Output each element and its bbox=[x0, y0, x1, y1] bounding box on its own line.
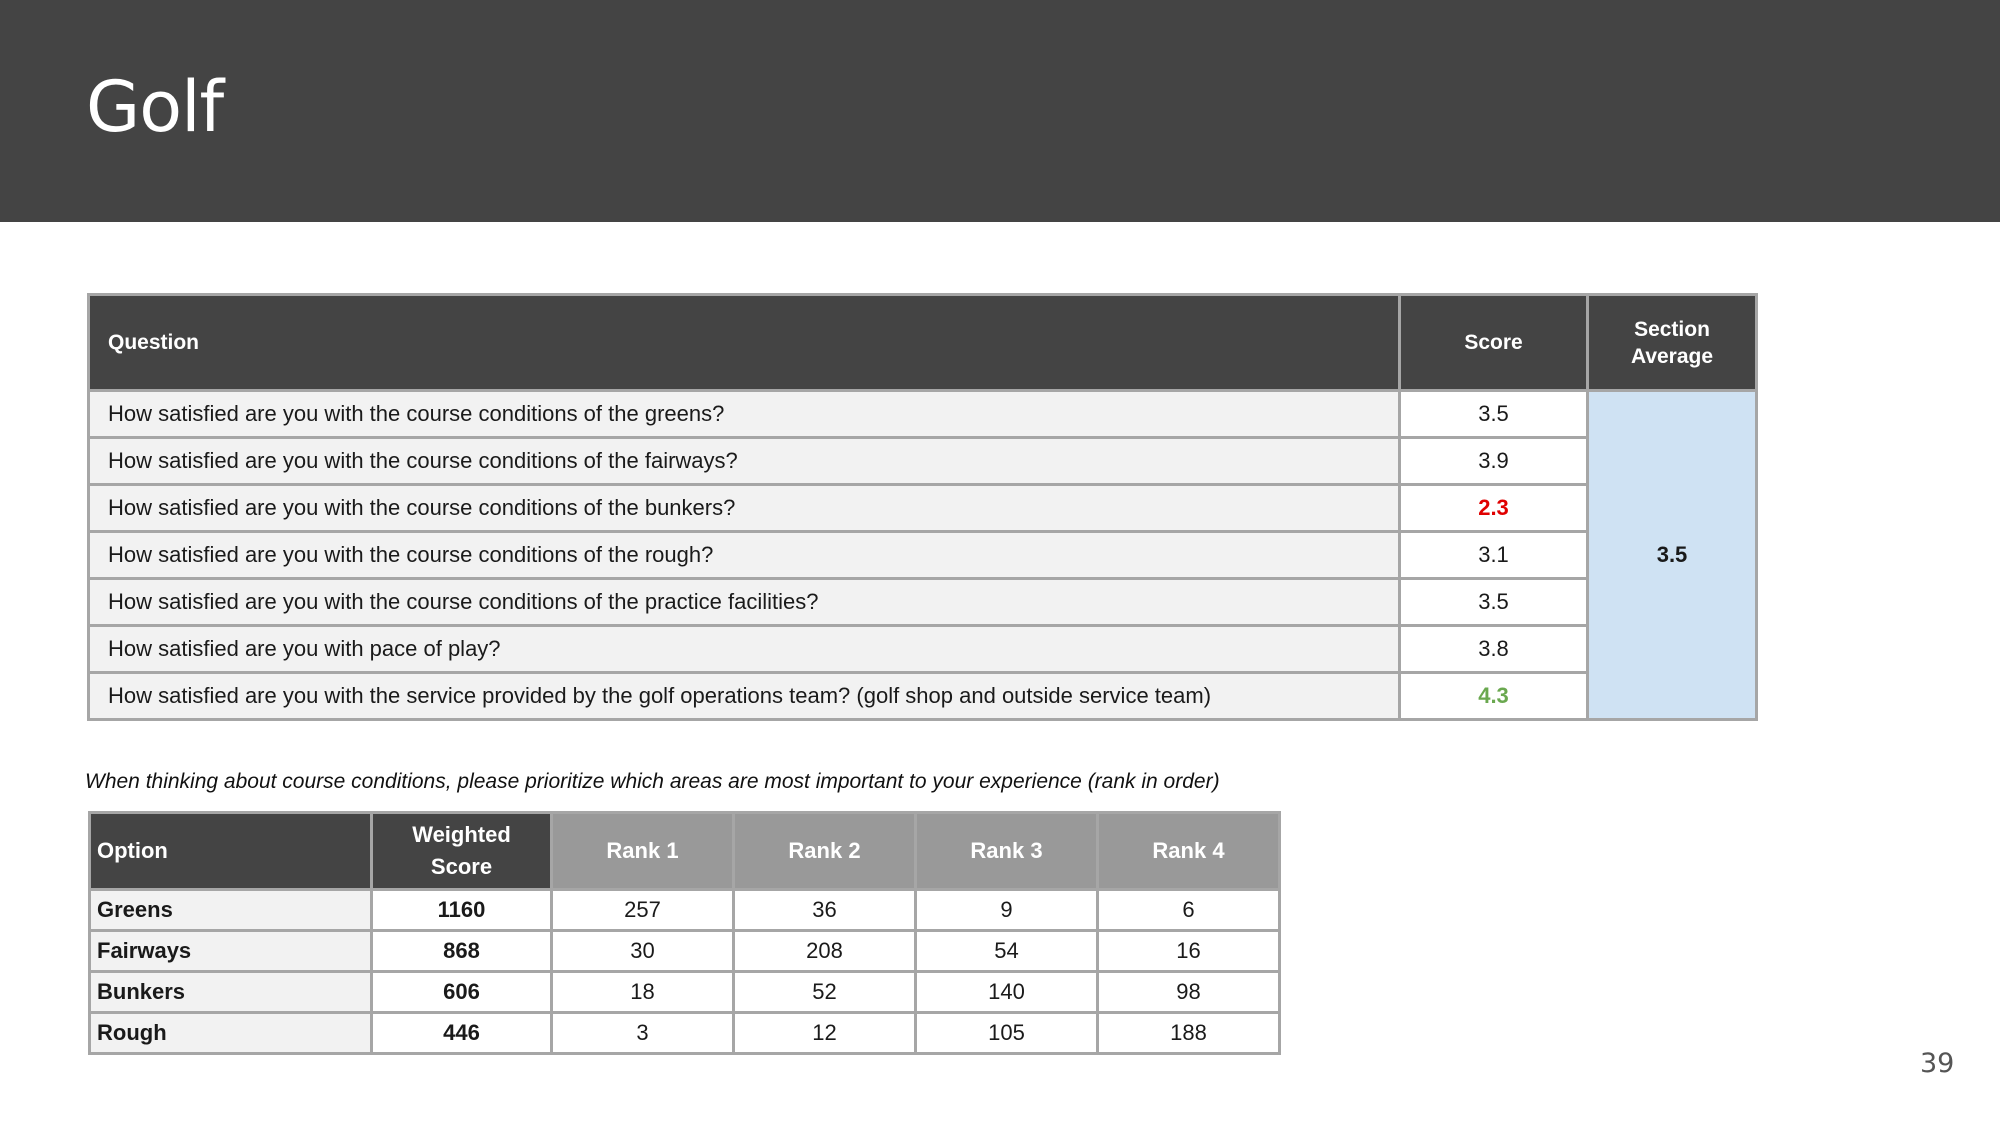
score-cell: 3.1 bbox=[1400, 532, 1588, 579]
title-bar bbox=[0, 0, 2000, 222]
ranking-question-note: When thinking about course conditions, please prioritize which areas are most important to your experience (rank in order) bbox=[85, 770, 1220, 793]
rank-2-cell: 36 bbox=[734, 890, 916, 931]
table-row bbox=[89, 532, 1757, 579]
score-cell: 3.8 bbox=[1400, 626, 1588, 673]
score-cell: 3.9 bbox=[1400, 438, 1588, 485]
table-row bbox=[89, 673, 1757, 720]
question-cell: How satisfied are you with pace of play? bbox=[89, 626, 1400, 673]
page-title: Golf bbox=[86, 66, 224, 148]
header-rank-1: Rank 1 bbox=[552, 813, 734, 890]
rank-4-cell: 16 bbox=[1098, 931, 1280, 972]
rank-1-cell: 18 bbox=[552, 972, 734, 1013]
score-cell-low: 2.3 bbox=[1400, 485, 1588, 532]
table-row bbox=[90, 890, 1280, 931]
question-cell: How satisfied are you with the course conditions of the fairways? bbox=[89, 438, 1400, 485]
rank-2-cell: 208 bbox=[734, 931, 916, 972]
question-cell: How satisfied are you with the course conditions of the greens? bbox=[89, 391, 1400, 438]
option-cell: Rough bbox=[90, 1013, 372, 1054]
question-cell: How satisfied are you with the service provided by the golf operations team? (golf shop and outside service team) bbox=[89, 673, 1400, 720]
option-cell: Bunkers bbox=[90, 972, 372, 1013]
table-row bbox=[89, 579, 1757, 626]
rank-1-cell: 3 bbox=[552, 1013, 734, 1054]
header-rank-4: Rank 4 bbox=[1098, 813, 1280, 890]
satisfaction-table-header bbox=[89, 295, 1757, 391]
ranking-table bbox=[88, 811, 1281, 1055]
option-cell: Greens bbox=[90, 890, 372, 931]
question-cell: How satisfied are you with the course conditions of the bunkers? bbox=[89, 485, 1400, 532]
rank-3-cell: 54 bbox=[916, 931, 1098, 972]
section-average-value: 3.5 bbox=[1588, 391, 1757, 720]
rank-2-cell: 12 bbox=[734, 1013, 916, 1054]
weighted-score-cell: 1160 bbox=[372, 890, 552, 931]
weighted-score-cell: 606 bbox=[372, 972, 552, 1013]
header-score: Score bbox=[1400, 295, 1588, 391]
header-question: Question bbox=[89, 295, 1400, 391]
rank-4-cell: 6 bbox=[1098, 890, 1280, 931]
weighted-score-cell: 868 bbox=[372, 931, 552, 972]
header-rank-2: Rank 2 bbox=[734, 813, 916, 890]
question-cell: How satisfied are you with the course conditions of the rough? bbox=[89, 532, 1400, 579]
table-row bbox=[90, 931, 1280, 972]
header-rank-3: Rank 3 bbox=[916, 813, 1098, 890]
header-weighted-score: Weighted Score bbox=[372, 813, 552, 890]
satisfaction-table bbox=[87, 293, 1758, 721]
rank-4-cell: 98 bbox=[1098, 972, 1280, 1013]
rank-1-cell: 257 bbox=[552, 890, 734, 931]
option-cell: Fairways bbox=[90, 931, 372, 972]
weighted-score-cell: 446 bbox=[372, 1013, 552, 1054]
table-row bbox=[89, 438, 1757, 485]
table-row bbox=[90, 1013, 1280, 1054]
header-section-average: Section Average bbox=[1588, 295, 1757, 391]
question-cell: How satisfied are you with the course conditions of the practice facilities? bbox=[89, 579, 1400, 626]
table-row bbox=[89, 485, 1757, 532]
table-row bbox=[89, 626, 1757, 673]
rank-4-cell: 188 bbox=[1098, 1013, 1280, 1054]
table-row bbox=[90, 972, 1280, 1013]
table-row bbox=[89, 391, 1757, 438]
rank-3-cell: 140 bbox=[916, 972, 1098, 1013]
header-option: Option bbox=[90, 813, 372, 890]
score-cell-high: 4.3 bbox=[1400, 673, 1588, 720]
rank-3-cell: 9 bbox=[916, 890, 1098, 931]
rank-1-cell: 30 bbox=[552, 931, 734, 972]
score-cell: 3.5 bbox=[1400, 579, 1588, 626]
page-number: 39 bbox=[1920, 1048, 1955, 1079]
rank-3-cell: 105 bbox=[916, 1013, 1098, 1054]
ranking-table-header bbox=[90, 813, 1280, 890]
rank-2-cell: 52 bbox=[734, 972, 916, 1013]
score-cell: 3.5 bbox=[1400, 391, 1588, 438]
